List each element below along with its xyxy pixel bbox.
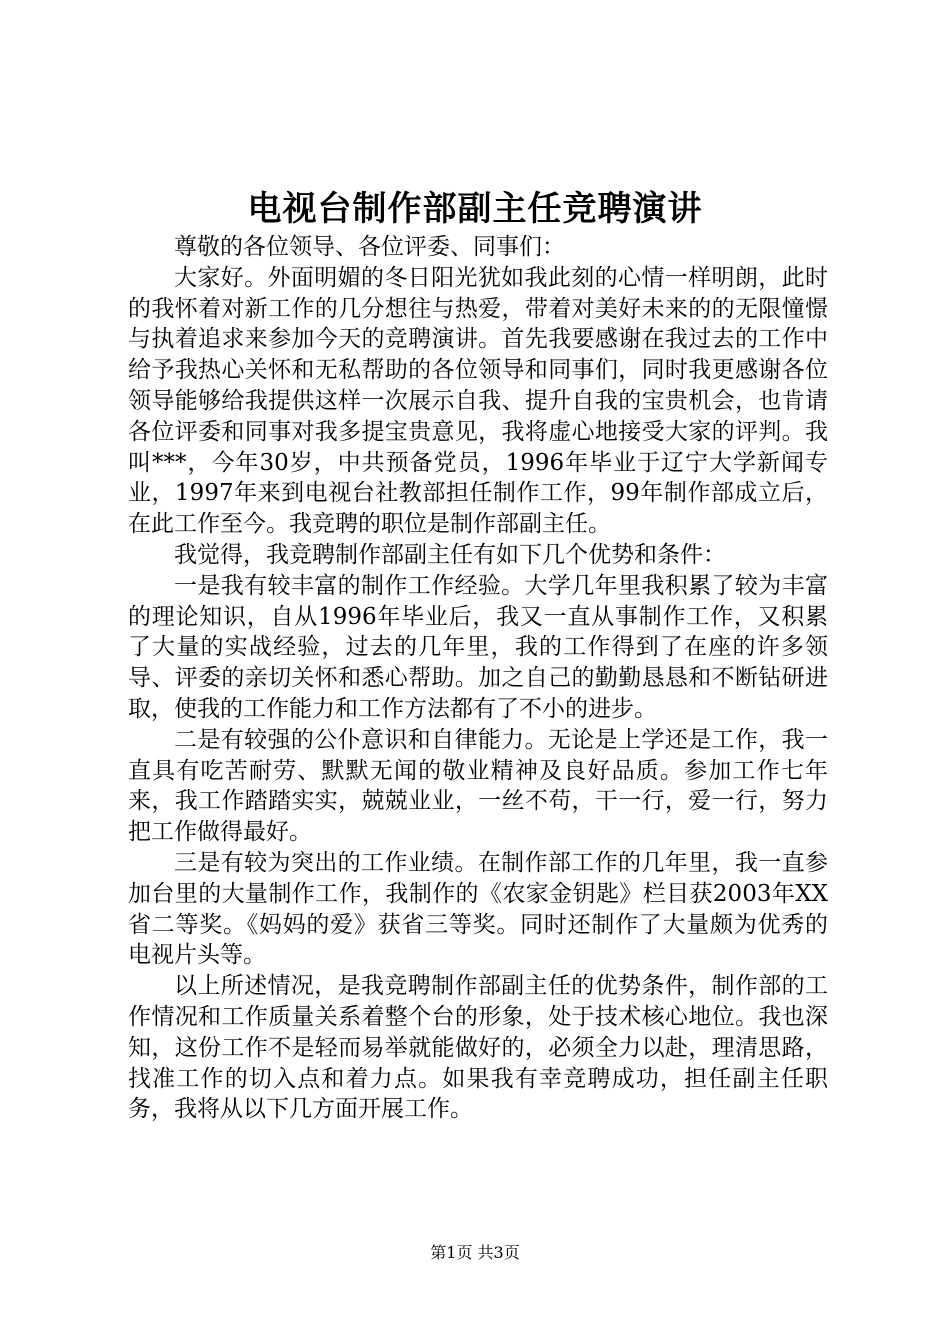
advantages-intro-paragraph: 我觉得，我竞聘制作部副主任有如下几个优势和条件： — [174, 541, 726, 568]
greeting-paragraph: 大家好。外面明媚的冬日阳光犹如我此刻的心情一样明朗，此时的我怀着对新工作的几分想往与热爱，带着对美好未来的的无限憧憬与执着追求来参加今天的竞聘演讲。首先我要感谢在我过去的工作中给予我热心关怀和无私帮助的各位领导和同事们，同时我更感谢各位领导能够给我提供这样一次展示自我、提升自我的宝贵机会，也肯请各位评委和同事对我多提宝贵意见，我将虚心地接受大家的评判。我叫***，今年30岁，中共预备党员，1996年毕业于辽宁大学新闻专业，1997年来到电视台社教部担任制作工作，99年制作部成立后，在此工作至今。我竞聘的职位是制作部副主任。 — [128, 264, 828, 538]
salutation-paragraph: 尊敬的各位领导、各位评委、同事们： — [174, 234, 565, 260]
page-number-footer: 第1页 共3页 — [430, 1243, 520, 1262]
summary-paragraph: 以上所述情况，是我竞聘制作部副主任的优势条件，制作部的工作情况和工作质量关系着整个台的形象，处于技术核心地位。我也深知，这份工作不是轻而易举就能做好的，必须全力以赴，理清思路，找准工作的切入点和着力点。如果我有幸竞聘成功，担任副主任职务，我将从以下几方面开展工作。 — [128, 973, 828, 1123]
advantage-one-paragraph: 一是我有较丰富的制作工作经验。大学几年里我积累了较为丰富的理论知识，自从1996年毕业后，我又一直从事制作工作，又积累了大量的实战经验，过去的几年里，我的工作得到了在座的许多领导、评委的亲切关怀和悉心帮助。加之自己的勤勤恳恳和不断钻研进取，使我的工作能力和工作方法都有了不小的进步。 — [128, 572, 828, 722]
document-body — [128, 232, 828, 1125]
advantage-three-paragraph: 三是有较为突出的工作业绩。在制作部工作的几年里，我一直参加台里的大量制作工作，我制作的《农家金钥匙》栏目获2003年XX省二等奖。《妈妈的爱》获省三等奖。同时还制作了大量颇为优秀的电视片头等。 — [128, 849, 828, 969]
advantage-two-paragraph: 二是有较强的公仆意识和自律能力。无论是上学还是工作，我一直具有吃苦耐劳、默默无闻的敬业精神及良好品质。参加工作七年来，我工作踏踏实实，兢兢业业，一丝不苟，干一行，爱一行，努力把工作做得最好。 — [128, 726, 828, 846]
document-title: 电视台制作部副主任竞聘演讲 — [247, 189, 703, 229]
